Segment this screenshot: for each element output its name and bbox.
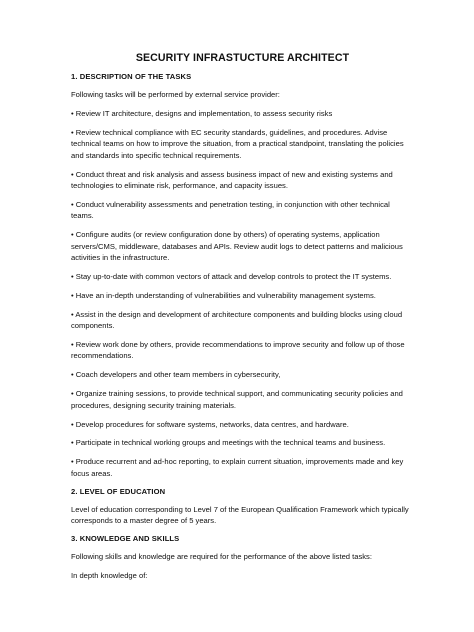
task-bullet: • Review technical compliance with EC security standards, guidelines, and procedures. Advise technical teams on how to improve the situation, from a practical standpoint, translating the policies and standards into specific technical requirements.	[71, 127, 404, 160]
task-bullet: • Review work done by others, provide recommendations to improve security and follow up of those recommendations.	[71, 340, 405, 361]
task-bullet: • Produce recurrent and ad-hoc reporting, to explain current situation, improvements made and key focus areas.	[71, 457, 404, 478]
task-bullet: • Configure audits (or review configuration done by others) of operating systems, application servers/CMS, middleware, databases and APIs. Review audit logs to detect patterns and malicious activities in the infrastructure.	[71, 230, 403, 262]
task-bullet: • Coach developers and other team members in cybersecurity,	[71, 370, 281, 380]
section-3-heading: 3. KNOWLEDGE AND SKILLS	[71, 533, 180, 543]
section-3-paragraph: Following skills and knowledge are required for the performance of the above listed tasks:	[71, 551, 372, 561]
task-bullet: • Develop procedures for software systems, networks, data centres, and hardware.	[71, 419, 349, 429]
section-3-subparagraph: In depth knowledge of:	[71, 570, 148, 580]
task-bullet: • Assist in the design and development of architecture components and building blocks using cloud components.	[71, 309, 403, 331]
document-title: SECURITY INFRASTUCTURE ARCHITECT	[135, 52, 350, 64]
task-bullet: • Conduct vulnerability assessments and penetration testing, in conjunction with other technical teams.	[71, 199, 390, 221]
task-bullet: • Stay up-to-date with common vectors of attack and develop controls to protect the IT systems.	[71, 271, 392, 281]
section-2-heading: 2. LEVEL OF EDUCATION	[71, 486, 166, 496]
section-1-intro: Following tasks will be performed by external service provider:	[71, 90, 280, 99]
task-bullet: • Have an in-depth understanding of vulnerabilities and vulnerability management systems.	[71, 290, 376, 300]
task-bullet: • Organize training sessions, to provide technical support, and communicating security policies and procedures, designing security training materials.	[71, 389, 403, 410]
task-bullet: • Review IT architecture, designs and implementation, to assess security risks	[71, 108, 333, 118]
task-bullet: • Conduct threat and risk analysis and assess business impact of new and existing systems and technologies to eliminate risk, performance, and capacity issues.	[71, 169, 393, 190]
task-bullet-list	[71, 108, 414, 479]
task-bullet: • Participate in technical working groups and meetings with the technical teams and business.	[71, 438, 386, 448]
section-1-heading: 1. DESCRIPTION OF THE TASKS	[71, 72, 192, 81]
section-2-paragraph: Level of education corresponding to Level 7 of the European Qualification Framework which typically corresponds to a master degree of 5 years.	[71, 504, 409, 526]
